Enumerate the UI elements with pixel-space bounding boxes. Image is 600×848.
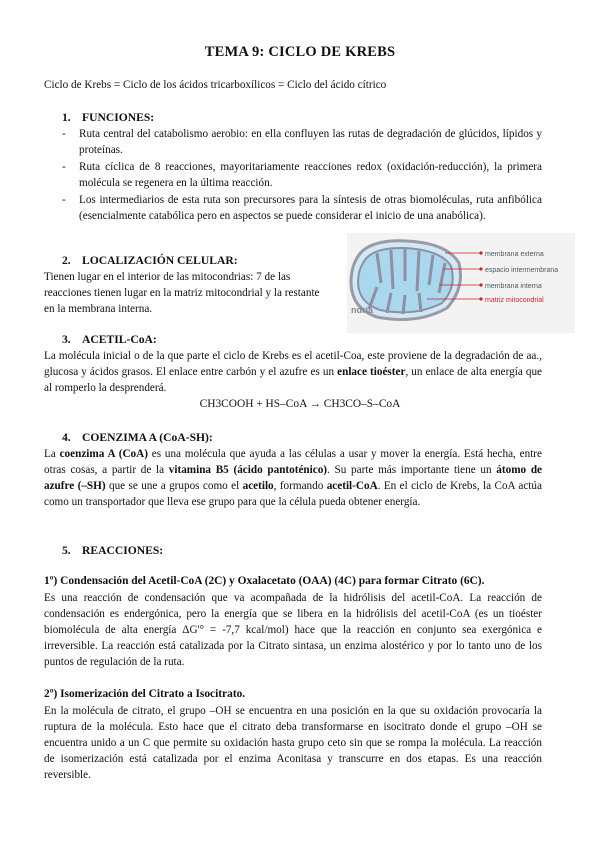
- list-item: - Los intermediarios de esta ruta son precursores para la síntesis de otras biomoléculas, ruta anfibólica (esencialmente catabólica pero en aspectos se puede considerar el inicio de una anabólica).: [62, 193, 542, 224]
- text-span: La: [44, 448, 60, 460]
- text-span: . Su parte más importante tiene un: [327, 464, 497, 477]
- text-span: La molécula inicial o de la que parte el ciclo de Krebs es el acetil-Coa, este proviene de la degradación de aa., glucosa y ácidos grasos. El enlace entre carbón y el azufre es un: [44, 350, 542, 379]
- section-2-heading: [62, 254, 238, 267]
- bold-term: átomo de azufre (–SH): [44, 464, 543, 493]
- mitochondria-illustration: [347, 233, 575, 333]
- mitochondria-figure: [347, 233, 575, 333]
- section-5-title: REACCIONES:: [82, 544, 164, 557]
- section-5-heading: [62, 544, 163, 557]
- text-span: es una molécula que ayuda a las células a usar y mover la energía. Está hecha, entre otras cosas, a partir de la: [44, 448, 542, 477]
- figure-label-inner: membrana interna: [485, 283, 542, 290]
- reaction-2-title: 2º) Isomerización del Citrato a Isocitrato.: [44, 688, 246, 700]
- location-line-3: en la membrana interna.: [44, 303, 153, 315]
- functions-list: [62, 127, 542, 227]
- figure-caption: ndria: [351, 305, 374, 315]
- text-span: , formando: [273, 480, 327, 493]
- section-4-heading: [62, 431, 213, 444]
- section-2-number: 2.: [62, 254, 71, 267]
- section-3-title: ACETIL-CoA:: [82, 333, 157, 346]
- bold-term: vitamina B5 (ácido pantoténico): [168, 464, 328, 477]
- reaction-formula: CH3COOH + HS–CoA → CH3CO–S–CoA: [199, 398, 401, 410]
- intro-text: Ciclo de Krebs = Ciclo de los ácidos tricarboxílicos = Ciclo del ácido cítrico: [44, 79, 387, 91]
- bold-term: acetilo: [242, 480, 274, 493]
- reaction-1-text: Es una reacción de condensación que va acompañada de la hidrólisis del acetil-CoA. La reacción de condensación es endergónica, pero la energía que se libera en la hidrólisis del acetil-CoA (es un tioéster biomolécula de alta energía ΔG'° = -7,7 kcal/mol) hace que la reacción en conjunto sea exergónica e irreversible. La reacción está catalizada por la Citrato sintasa, un enzima alostérico y por lo tanto uno de los puntos de regulación de la ruta.: [44, 592, 542, 669]
- bold-term: acetil-CoA: [326, 480, 378, 493]
- bold-term: coenzima A (CoA): [59, 448, 148, 460]
- reaction-2-text: En la molécula de citrato, el grupo –OH se encuentra en una posición en la que su oxidación provocaría la ruptura de la molécula. Esto hace que el citrato deba transformarse en isocitrato donde el grupo –OH se encuentra unido a un C que permite su oxidación hasta grupo ceto sin que se rompa la molécula. La reacción de isomerización está catalizada por el enzima Aconitasa y transcurre en dos etapas. Es una reacción reversible.: [44, 705, 542, 782]
- section-5-number: 5.: [62, 544, 71, 557]
- reaction-1-title: 1º) Condensación del Acetil-CoA (2C) y Oxalacetato (OAA) (4C) para formar Citrato (6C).: [44, 575, 485, 587]
- section-4-title: COENZIMA A (CoA-SH):: [82, 431, 213, 444]
- list-item: - Ruta cíclica de 8 reacciones, mayoritariamente reacciones redox (oxidación-reducción), la primera molécula se regenera en la última reacción.: [62, 160, 542, 191]
- figure-label-outer: membrana externa: [485, 251, 544, 258]
- section-1-number: 1.: [62, 111, 71, 124]
- figure-label-intermembrane: espacio intermembrana: [485, 267, 559, 274]
- bold-term: enlace tioéster: [337, 366, 406, 379]
- text-span: . En el ciclo de Krebs, la CoA actúa como un transportador que lleva ese grupo para que la célula pueda obtener energía.: [44, 480, 542, 509]
- location-line-2: reacciones tienen lugar en la matriz mitocondrial y la restante: [44, 287, 320, 299]
- section-4-number: 4.: [62, 431, 71, 444]
- section-3-heading: [62, 333, 157, 346]
- list-item: - Ruta central del catabolismo aerobio: en ella confluyen las rutas de degradación de glúcidos, lípidos y proteínas.: [62, 127, 542, 158]
- page-title: TEMA 9: CICLO DE KREBS: [204, 44, 396, 60]
- location-line-1: Tienen lugar en el interior de las mitocondrias: 7 de las: [44, 271, 291, 283]
- section-1-title: FUNCIONES:: [82, 111, 155, 124]
- section-2-title: LOCALIZACIÓN CELULAR:: [82, 254, 238, 267]
- coenzyme-a-paragraph: [44, 446, 542, 510]
- figure-label-matrix: matriz mitocondrial: [485, 297, 544, 304]
- section-1-heading: [62, 111, 154, 124]
- text-span: , un enlace de alta energía que al romperlo la desprenderá.: [44, 366, 543, 395]
- text-span: que se une a grupos como el: [105, 480, 243, 493]
- section-3-number: 3.: [62, 333, 71, 346]
- acetyl-coa-paragraph: [44, 348, 542, 396]
